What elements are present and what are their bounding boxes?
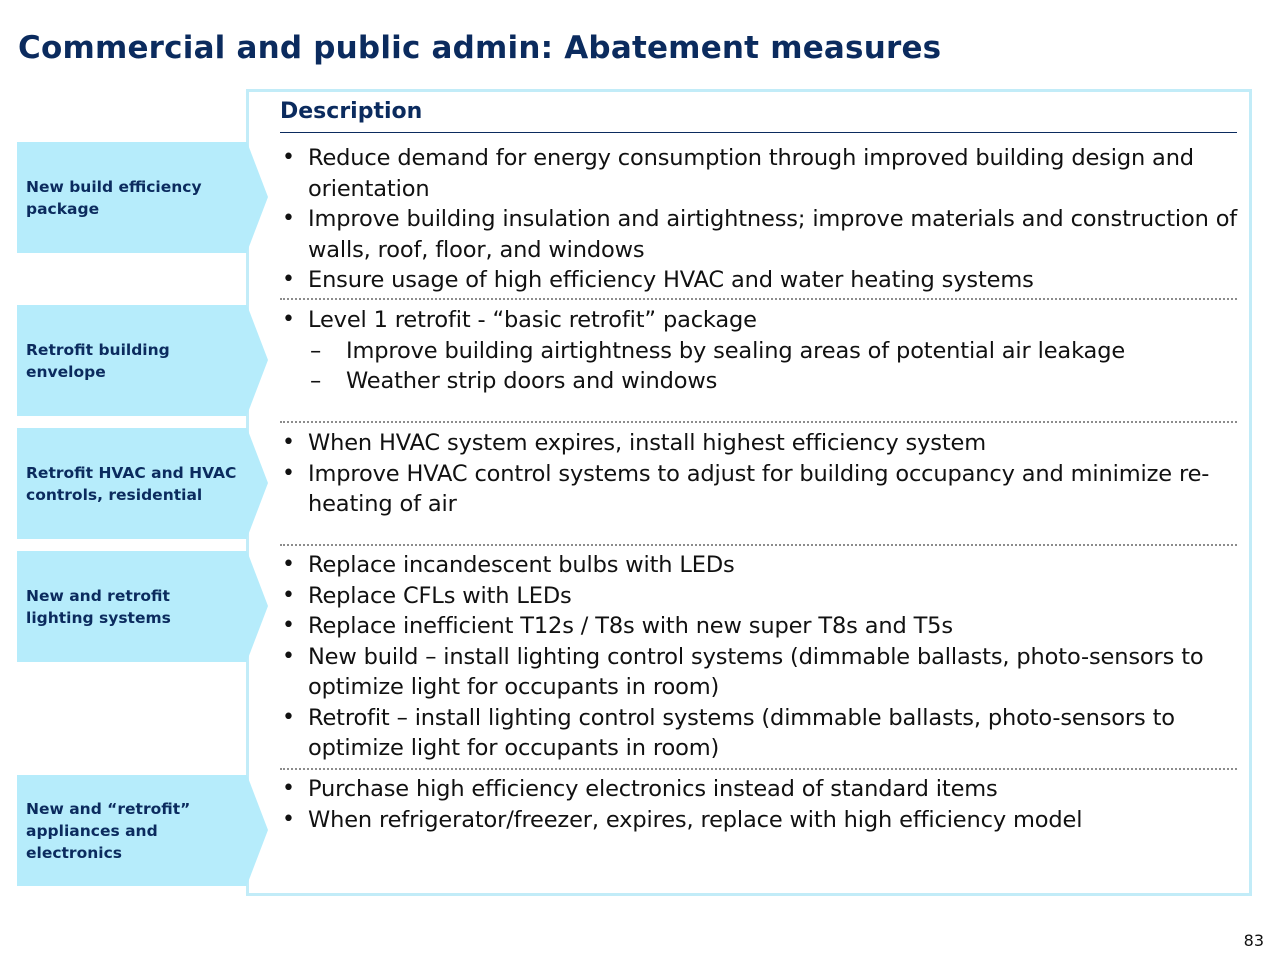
category-label-text: Retrofit HVAC and HVAC controls, residential	[26, 463, 237, 504]
bullet-item	[280, 428, 1240, 459]
bullet-icon: •	[282, 460, 295, 486]
bullet-text: Replace inefficient T12s / T8s with new super T8s and T5s	[308, 613, 953, 639]
sub-bullet-text: Improve building airtightness by sealing areas of potential air leakage	[346, 337, 1126, 364]
bullet-item	[280, 611, 1240, 642]
bullet-text: Improve building insulation and airtightness; improve materials and construction of walls, roof, floor, and windows	[308, 206, 1238, 263]
measure-group-new-build	[280, 143, 1240, 296]
bullet-icon: •	[282, 307, 295, 332]
bullet-item	[280, 774, 1240, 805]
category-label-lighting	[17, 551, 247, 662]
bullet-icon: •	[282, 206, 295, 231]
measure-group-lighting	[280, 550, 1240, 764]
bullet-text: Reduce demand for energy consumption through improved building design and orientation	[308, 145, 1194, 202]
bullet-text: Replace incandescent bulbs with LEDs	[308, 552, 735, 578]
category-label-text: New and retrofit lighting systems	[26, 586, 171, 627]
bullet-item	[280, 805, 1240, 836]
bullet-item	[280, 642, 1240, 703]
bullet-text: Improve HVAC control systems to adjust for building occupancy and minimize re-heating of air	[308, 460, 1210, 517]
bullet-item	[280, 143, 1240, 204]
bullet-icon: •	[282, 582, 295, 608]
page-number: 83	[1243, 931, 1264, 950]
category-label-text: New and “retrofit” appliances and electronics	[26, 799, 191, 862]
description-header-text: Description	[280, 99, 423, 124]
bullet-item	[280, 581, 1240, 612]
bullet-icon: •	[282, 806, 295, 832]
bullet-text: Level 1 retrofit - “basic retrofit” package	[308, 307, 757, 333]
bullet-text: Ensure usage of high efficiency HVAC and water heating systems	[308, 267, 1034, 293]
bullet-icon: •	[282, 145, 295, 170]
bullet-text: Replace CFLs with LEDs	[308, 582, 572, 609]
bullet-icon: •	[282, 552, 295, 577]
section-divider	[280, 421, 1237, 423]
description-header	[280, 97, 1237, 133]
category-label-new-build	[17, 142, 247, 253]
bullet-item	[280, 459, 1240, 520]
bullet-item	[280, 265, 1240, 296]
bullet-text: Purchase high efficiency electronics instead of standard items	[308, 776, 998, 802]
measure-group-retrofit-envelope	[280, 305, 1240, 397]
sub-bullet-item	[280, 336, 1240, 367]
category-label-text: New build efficiency package	[26, 177, 202, 218]
section-divider	[280, 544, 1237, 546]
dash-icon: –	[310, 337, 322, 364]
section-divider	[280, 298, 1237, 300]
page-title: Commercial and public admin: Abatement measures	[18, 30, 942, 66]
bullet-icon: •	[282, 776, 295, 801]
bullet-icon: •	[282, 643, 295, 669]
bullet-icon: •	[282, 267, 295, 292]
bullet-icon: •	[282, 704, 295, 730]
sub-bullet-text: Weather strip doors and windows	[346, 368, 718, 394]
bullet-text: Retrofit – install lighting control systems (dimmable ballasts, photo-sensors to optimize light for occupants in room)	[308, 704, 1175, 761]
bullet-icon: •	[282, 613, 295, 638]
bullet-text: When refrigerator/freezer, expires, replace with high efficiency model	[308, 806, 1083, 833]
bullet-text: New build – install lighting control systems (dimmable ballasts, photo-sensors to optimize light for occupants in room)	[308, 643, 1204, 700]
section-divider	[280, 768, 1237, 770]
bullet-item	[280, 305, 1240, 336]
measure-group-retrofit-hvac	[280, 428, 1240, 520]
bullet-item	[280, 550, 1240, 581]
sub-bullet-item	[280, 366, 1240, 397]
bullet-item	[280, 204, 1240, 265]
measure-group-appliances	[280, 774, 1240, 835]
bullet-text: When HVAC system expires, install highest efficiency system	[308, 430, 986, 456]
bullet-icon: •	[282, 430, 295, 455]
category-label-retrofit-envelope	[17, 305, 247, 416]
dash-icon: –	[310, 368, 322, 394]
category-label-text: Retrofit building envelope	[26, 340, 170, 381]
category-label-retrofit-hvac	[17, 428, 247, 539]
category-label-appliances	[17, 775, 247, 886]
bullet-item	[280, 703, 1240, 764]
